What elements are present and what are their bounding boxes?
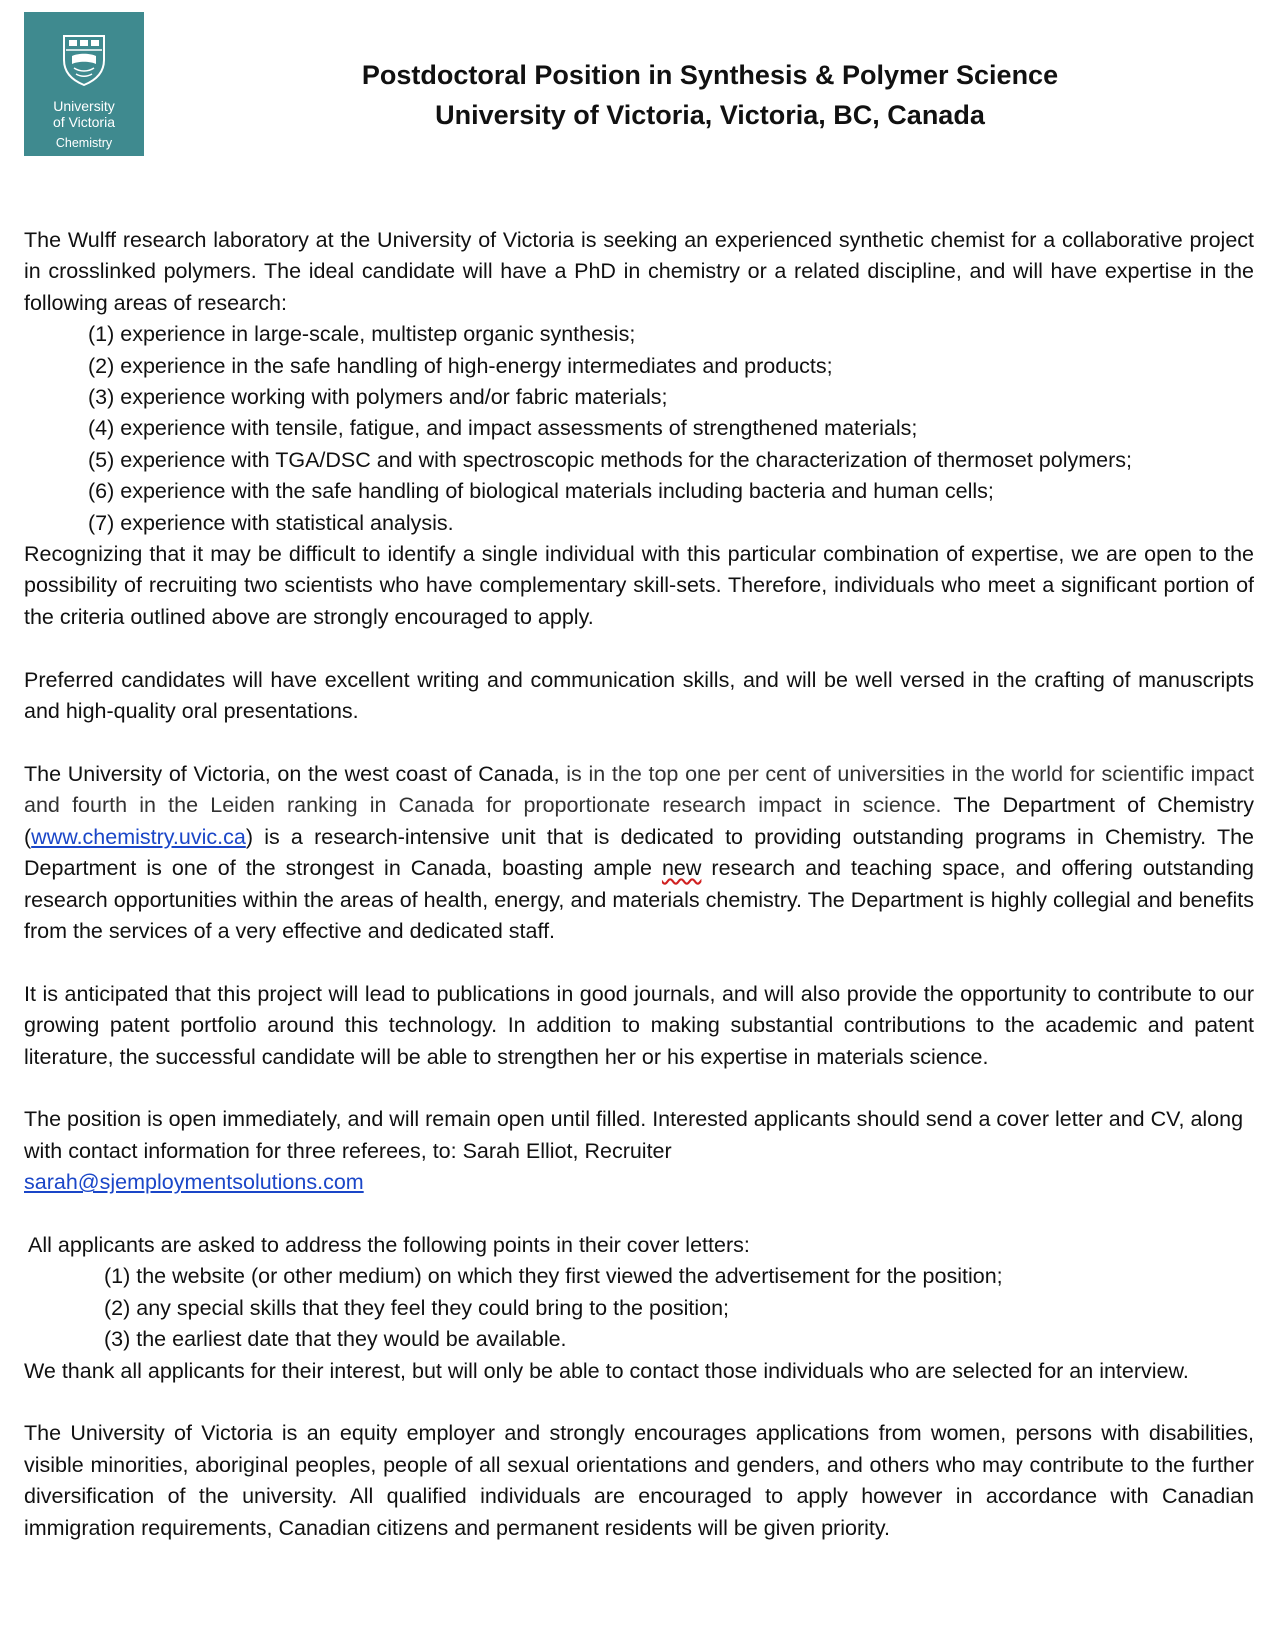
logo-line-university: University	[53, 98, 115, 114]
criteria-item: (7) experience with statistical analysis.	[88, 510, 454, 535]
recruiter-email-link[interactable]: sarah@sjemploymentsolutions.com	[24, 1170, 364, 1195]
department-website-link[interactable]: www.chemistry.uvic.ca	[31, 824, 246, 849]
university-logo	[24, 12, 144, 156]
university-text-1: The University of Victoria, on the west coast of Canada,	[24, 761, 567, 786]
criteria-list	[24, 319, 1254, 539]
university-ranking-text: is in the top one per cent of universities in the world for scientific impact and fourth in the Leiden ranking in Canada for proportionate research impact in science.	[24, 761, 1254, 818]
criteria-item: (1) experience in large-scale, multistep organic synthesis;	[88, 322, 636, 347]
criteria-item: (4) experience with tensile, fatigue, and impact assessments of strengthened materials;	[88, 416, 918, 441]
thanks-paragraph: We thank all applicants for their interest, but will only be able to contact those individuals who are selected for an interview.	[24, 1358, 1189, 1383]
university-text-3: The Department of Chemistry (	[24, 793, 1254, 849]
position-text: The position is open immediately, and will remain open until filled. Interested applicants should send a cover letter and CV, along with contact information for three referees, to: Sarah Elliot, Recruiter	[24, 1107, 1244, 1163]
university-text-4: ) is a research-intensive unit that is dedicated to providing outstanding programs in Chemistry. The Department is one of the strongest in Canada, boasting ample	[24, 824, 1254, 881]
criteria-item: (2) experience in the safe handling of high-energy intermediates and products;	[88, 353, 833, 378]
cover-letter-points-list	[24, 1261, 1254, 1355]
criteria-item: (5) experience with TGA/DSC and with spectroscopic methods for the characterization of thermoset polymers;	[88, 447, 1132, 472]
page-title	[300, 55, 1120, 135]
crest-icon	[62, 34, 106, 86]
equity-paragraph: The University of Victoria is an equity employer and strongly encourages applications from women, persons with disabilities, visible minorities, aboriginal peoples, people of all sexual orientations and genders, and others who may contribute to the further diversification of the university. All qualified individuals are encouraged to apply however in accordance with Canadian immigration requirements, Canadian citizens and permanent residents will be given priority.	[24, 1421, 1254, 1540]
cover-letter-point: (3) the earliest date that they would be available.	[104, 1327, 567, 1352]
criteria-item: (3) experience working with polymers and/or fabric materials;	[88, 385, 668, 410]
cover-letter-point: (1) the website (or other medium) on which they first viewed the advertisement for the position;	[104, 1264, 1003, 1289]
logo-department: Chemistry	[55, 136, 113, 150]
anticipated-paragraph: It is anticipated that this project will lead to publications in good journals, and will also provide the opportunity to contribute to our growing patent portfolio around this technology. In addition to making substantial contributions to the academic and patent literature, the successful candidate will be able to strengthen her or his expertise in materials science.	[24, 981, 1254, 1069]
recognizing-paragraph: Recognizing that it may be difficult to identify a single individual with this particular combination of expertise, we are open to the possibility of recruiting two scientists who have complementary skill-sets. Therefore, individuals who meet a significant portion of the criteria outlined above are strongly encouraged to apply.	[24, 542, 1254, 629]
intro-paragraph: The Wulff research laboratory at the University of Victoria is seeking an experienced synthetic chemist for a collaborative project in crosslinked polymers. The ideal candidate will have a PhD in chemistry or a related discipline, and will have expertise in the following areas of research:	[24, 228, 1254, 315]
position-paragraph	[24, 1104, 1254, 1198]
applicants-intro: All applicants are asked to address the following points in their cover letters:	[28, 1232, 750, 1257]
cover-letter-point: (2) any special skills that they feel they could bring to the position;	[104, 1295, 730, 1320]
preferred-paragraph: Preferred candidates will have excellent writing and communication skills, and will be well versed in the crafting of manuscripts and high-quality oral presentations.	[24, 667, 1254, 724]
university-paragraph	[24, 759, 1254, 947]
university-text-5: research and teaching space, and offering outstanding research opportunities within the areas of health, energy, and materials chemistry. The Department is highly collegial and benefits from the services of a very effective and dedicated staff.	[24, 856, 1254, 943]
spellcheck-word: new	[661, 856, 702, 881]
criteria-item: (6) experience with the safe handling of biological materials including bacteria and human cells;	[88, 479, 994, 504]
logo-line-of-victoria: of Victoria	[53, 114, 115, 130]
title-line-1: Postdoctoral Position in Synthesis & Polymer Science	[361, 60, 1059, 90]
title-line-2: University of Victoria, Victoria, BC, Canada	[435, 100, 985, 130]
document-body	[24, 225, 1254, 1544]
